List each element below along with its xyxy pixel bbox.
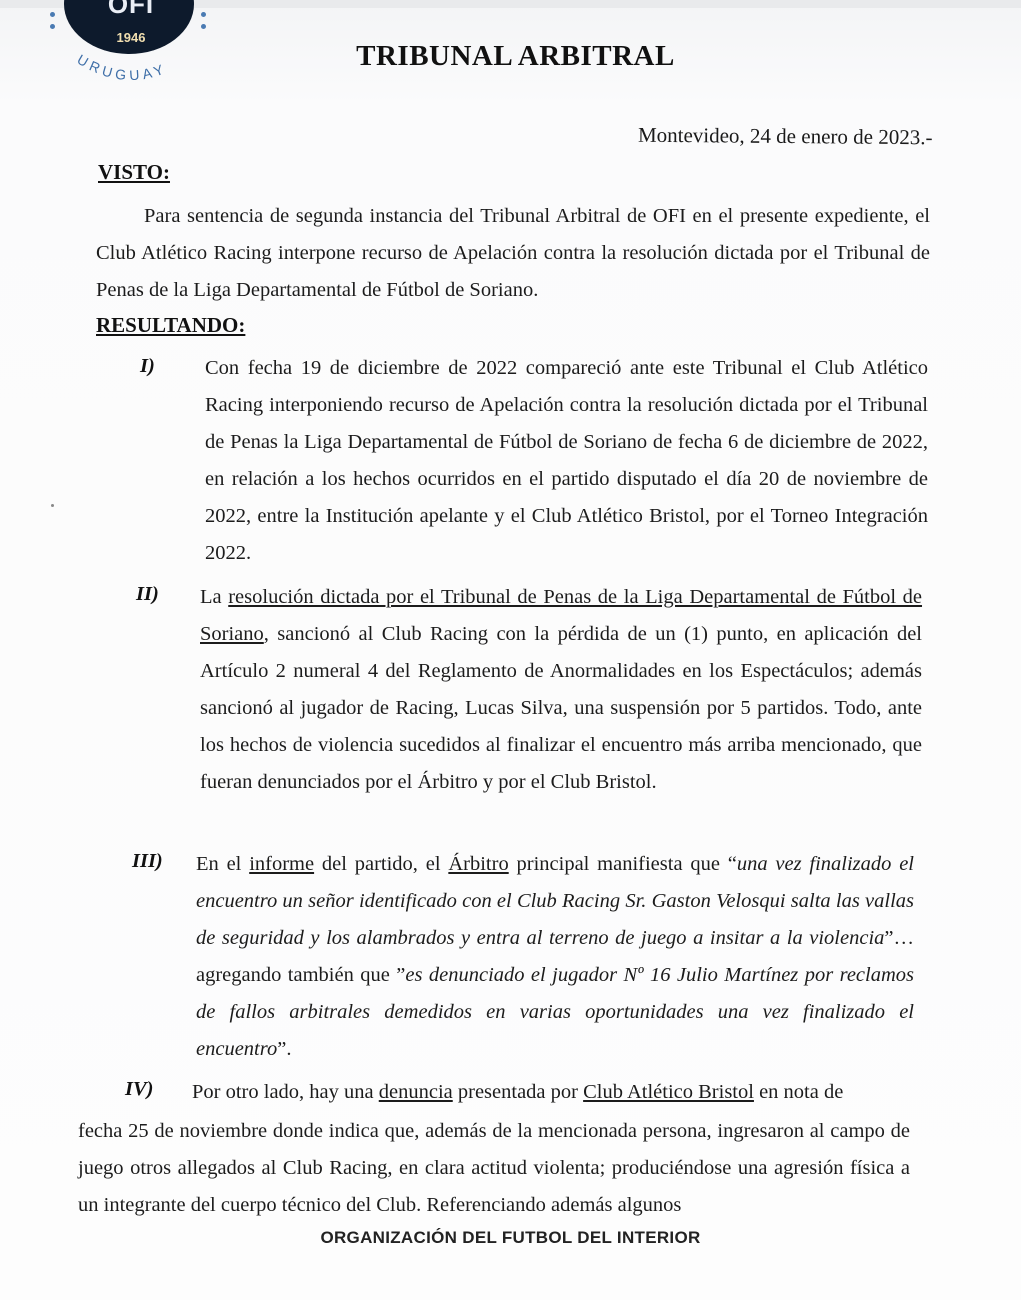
club-bristol-word: Club Atlético Bristol — [583, 1081, 754, 1103]
item-iv-p3: en nota de — [753, 1081, 844, 1103]
svg-text:URUGUAY: URUGUAY — [74, 50, 170, 84]
item-iv-p1: Por otro lado, hay una — [192, 1081, 379, 1103]
item-text-iii — [196, 846, 914, 1068]
item-iv-p2: presentada por — [452, 1081, 584, 1103]
item-ii-post: , sancionó al Club Racing con la pérdida de un (1) punto, en aplicación del Artículo 2 numeral 4 del Reglamento de Anormalidades en los Espectáculos; además sancionó al jugador de Racing, Lucas Silva, una suspensión por 5 partidos. Todo, ante los hechos de violencia sucedidos al finalizar el encuentro más arriba mencionado, que fueran denunciados por el Árbitro y por el Club Bristol. — [200, 623, 922, 793]
margin-speck — [51, 504, 54, 507]
visto-text: Para sentencia de segunda instancia del Tribunal Arbitral de OFI en el presente expediente, el Club Atlético Racing interpone recurso de Apelación contra la resolución dictada por el Tribunal de Penas de la Liga Departamental de Fútbol de Soriano. — [96, 205, 930, 301]
item-iii-p3: principal manifiesta que “ — [508, 853, 737, 875]
item-ii-pre: La — [200, 586, 229, 608]
footer-organization: ORGANIZACIÓN DEL FUTBOL DEL INTERIOR — [320, 1228, 701, 1247]
item-number-ii: II) — [136, 583, 159, 605]
logo-year: 1946 — [116, 30, 146, 45]
item-iii-p5: ”. — [277, 1038, 292, 1060]
item-iii-p4: ”…agregando también que ” — [196, 927, 914, 986]
resolution-reference: resolución dictada por el Tribunal de Penas de la Liga Departamental de Fútbol de Soriano — [200, 586, 923, 645]
item-number-iv: IV) — [125, 1078, 154, 1100]
item-iv-first-line — [192, 1074, 894, 1111]
visto-heading: VISTO: — [98, 160, 170, 184]
referee-quote-2: es denunciado el jugador Nº 16 Julio Martínez por reclamos de fallos arbitrales demedidos en varias oportunidades una vez finalizado el encuentro — [196, 964, 914, 1060]
item-iii-p2: del partido, el — [314, 853, 449, 875]
referee-quote-1: una vez finalizado el encuentro un señor identificado con el Club Racing Sr. Gaston Velosqui salta las vallas de seguridad y los alambrados y entra al terreno de juego a insitar a la violencia — [196, 853, 914, 949]
item-iii-p1: En el — [196, 853, 250, 875]
item-number-iii: III) — [132, 850, 163, 872]
place-date: Montevideo, 24 de enero de 2023.- — [638, 122, 934, 150]
item-text-ii — [200, 579, 922, 801]
item-text-iv: fecha 25 de noviembre donde indica que, además de la mencionada persona, ingresaron al campo de juego otros allegados al Club Racing, en clara actitud violenta; produciéndose una agresión física a un integrante del cuerpo técnico del Club. Referenciando además algunos — [78, 1120, 910, 1216]
document-title: TRIBUNAL ARBITRAL — [356, 40, 675, 72]
denuncia-word: denuncia — [378, 1081, 453, 1103]
arbitro-word: Árbitro — [448, 853, 509, 875]
informe-word: informe — [249, 853, 315, 875]
item-number-i: I) — [140, 355, 155, 377]
item-text-i: Con fecha 19 de diciembre de 2022 compareció ante este Tribunal el Club Atlético Racing interponiendo recurso de Apelación contra la resolución dictada por el Tribunal de Penas la Liga Departamental de Fútbol de Soriano de fecha 6 de diciembre de 2022, en relación a los hechos ocurridos en el partido disputado el día 20 de noviembre de 2022, entre la Institución apelante y el Club Atlético Bristol, por el Torneo Integración 2022. — [205, 357, 928, 564]
resultando-heading: RESULTANDO: — [96, 313, 246, 337]
